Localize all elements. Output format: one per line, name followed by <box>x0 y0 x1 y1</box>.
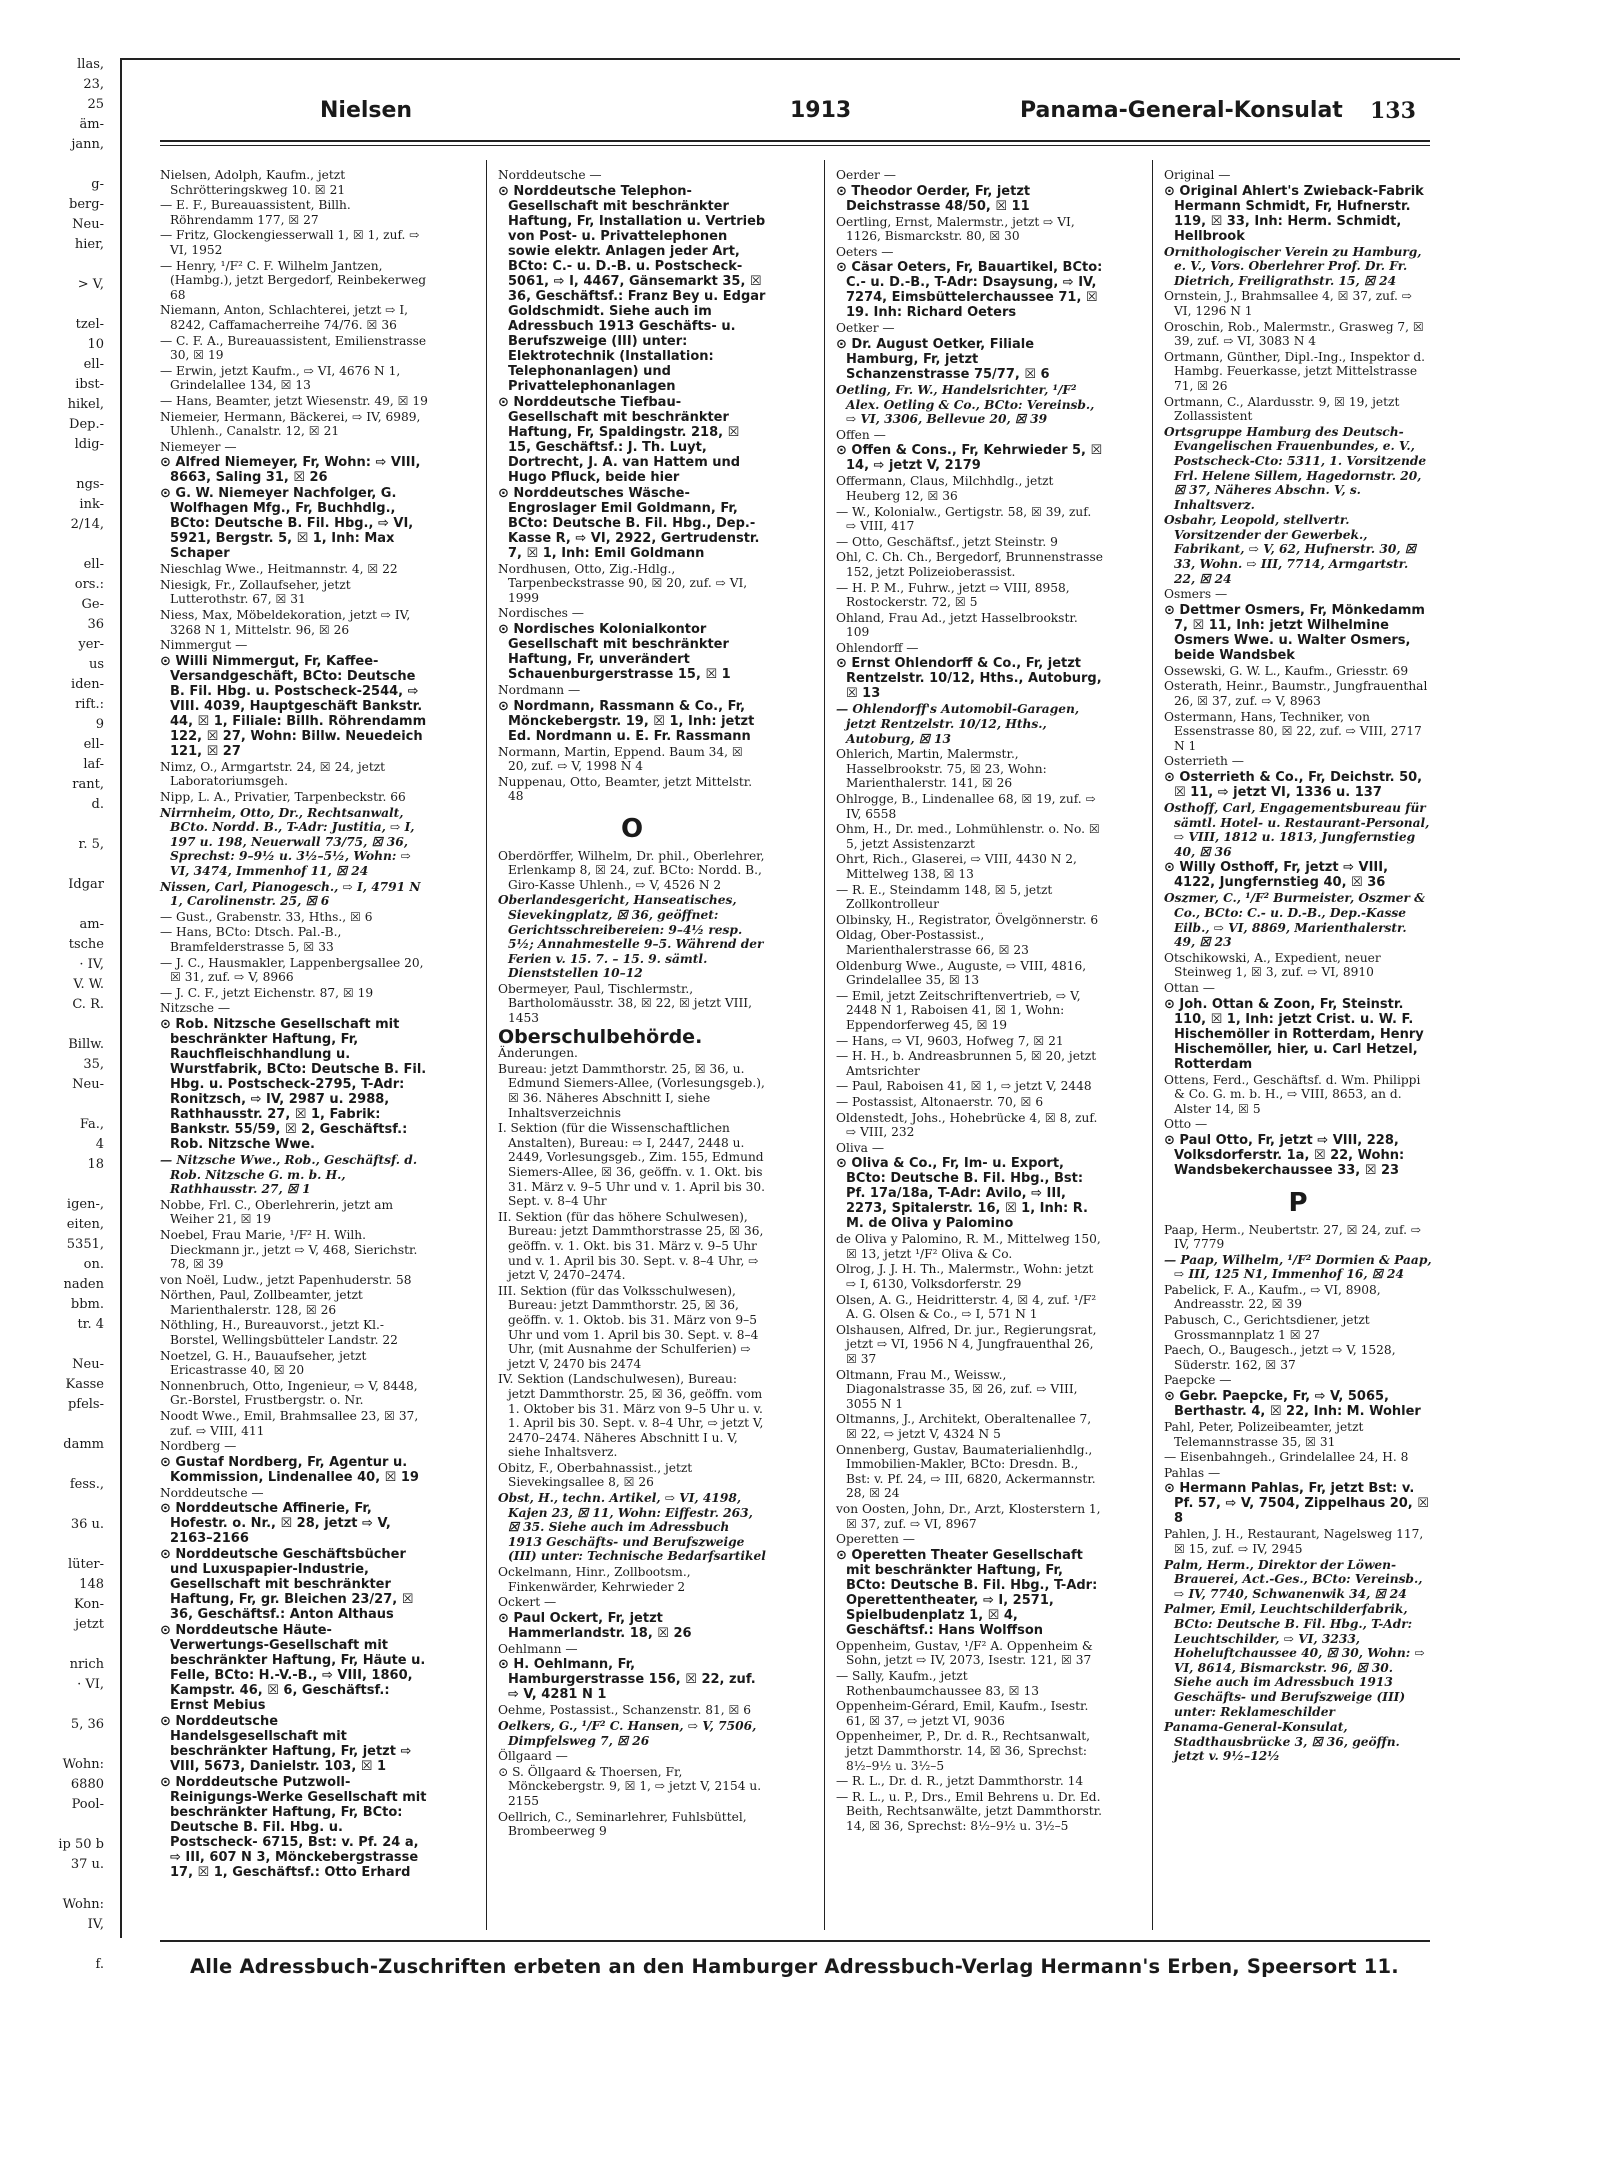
margin-fragment: ell- <box>83 557 104 572</box>
directory-entry: Olsen, A. G., Heidritterstr. 4, ☒ 4, zuf. ¹/F² A. G. Olsen & Co., ⇨ I, 571 N 1 <box>836 1292 1097 1322</box>
margin-fragment: > V, <box>77 277 104 292</box>
column-3 <box>836 168 1104 1913</box>
margin-fragment: hikel, <box>67 397 104 412</box>
margin-fragment <box>0 155 108 175</box>
directory-entry: Ostermann, Hans, Techniker, von Essenstrasse 80, ☒ 22, zuf. ⇨ VIII, 2717 N 1 <box>1164 709 1422 753</box>
directory-entry: Oberdörffer, Wilhelm, Dr. phil., Oberlehrer, Erlenkamp 8, ☒ 24, zuf. BCto: Nordd. B., Giro-Kasse Uhlenh., ⇨ V, 4526 N 2 <box>498 848 765 892</box>
directory-entry: Paap, Herm., Neubertstr. 27, ☒ 24, zuf. ⇨ IV, 7779 <box>1164 1222 1422 1252</box>
margin-fragment <box>0 815 108 835</box>
directory-entry: Osmers — <box>1164 587 1228 602</box>
margin-fragment: 5351, <box>66 1237 104 1252</box>
margin-fragment <box>0 535 108 555</box>
margin-fragment: ell- <box>83 737 104 752</box>
directory-entry: — Nitzsche Wwe., Rob., Geschäftsf. d. Rob. Nitzsche G. m. b. H., Rathhausstr. 27, ☒ 1 <box>160 1152 418 1197</box>
directory-entry: Nissen, Carl, Pianogesch., ⇨ I, 4791 N 1, Carolinenstr. 25, ☒ 6 <box>160 879 421 909</box>
directory-entry: III. Sektion (für das Volksschulwesen), Bureau: jetzt Dammthorstr. 25, ☒ 36, geöffn. v. 1. Oktob. bis 31. März von 9–5 Uhr und vom 1. April bis 30. Sept. v. 8–4 Uhr, (mit Ausnahme der Schulferien) ⇨ jetzt V, 2470 bis 2474 <box>498 1283 759 1371</box>
directory-entry: Niesigk, Fr., Zollaufseher, jetzt Lutterothstr. 67, ☒ 31 <box>160 577 351 607</box>
page-header <box>130 98 1420 138</box>
directory-entry: Oetker — <box>836 321 895 336</box>
margin-fragment: damm <box>63 1437 104 1452</box>
firm-entry: ⊙ Offen & Cons., Fr, Kehrwieder 5, ☒ 14, ⇨ jetzt V, 2179 <box>836 443 1103 474</box>
margin-fragment <box>0 1415 108 1435</box>
firm-entry: ⊙ Gebr. Paepcke, Fr, ⇨ V, 5065, Berthastr. 4, ☒ 22, Inh: M. Wohler <box>1164 1389 1421 1420</box>
margin-fragment <box>0 1815 108 1835</box>
directory-entry: Nöthling, H., Bureauvorst., jetzt Kl.-Borstel, Wellingsbütteler Landstr. 22 <box>160 1318 398 1348</box>
directory-entry: Olbinsky, H., Registrator, Övelgönnerstr. 6 <box>836 912 1099 927</box>
margin-fragment: bbm. <box>70 1297 104 1312</box>
margin-fragment: berg- <box>69 197 104 212</box>
directory-entry: — R. L., u. P., Drs., Emil Behrens u. Dr. Ed. Beith, Rechtsanwälte, jetzt Dammthorstr. 14, ☒ 36, Sprechst: 8½–9½ u. 3½–5 <box>836 1789 1103 1833</box>
margin-fragment: ngs- <box>76 477 104 492</box>
margin-fragment: 23, <box>83 77 104 92</box>
directory-entry: Ockelmann, Hinr., Zollbootsm., Finkenwärder, Kehrwieder 2 <box>498 1565 691 1594</box>
directory-entry: Oppenheim-Gérard, Emil, Kaufm., Isestr. 61, ☒ 37, ⇨ jetzt VI, 9036 <box>836 1699 1089 1728</box>
directory-entry: Osterrieth — <box>1164 754 1244 769</box>
directory-entry: Nimmergut — <box>160 638 248 653</box>
directory-entry: Onnenberg, Gustav, Baumaterialienhdlg., Immobilien-Makler, BCto: Dresdn. B., Bst: v. Pf. 24, ⇨ III, 6820, Ackermannstr. 28, ☒ 24 <box>836 1442 1096 1501</box>
margin-fragment: 9 <box>95 717 104 732</box>
directory-entry: Noetzel, G. H., Bauaufseher, jetzt Ericastrasse 40, ☒ 20 <box>160 1348 367 1378</box>
directory-entry: Palm, Herm., Direktor der Löwen-Brauerei, Act.-Ges., BCto: Vereinsb., ⇨ IV, 7740, Schwanenwik 34, ☒ 24 <box>1164 1557 1423 1601</box>
firm-entry: ⊙ Paul Ockert, Fr, jetzt Hammerlandstr. 18, ☒ 26 <box>498 1610 692 1641</box>
margin-fragment: V. W. <box>73 977 104 992</box>
firm-entry: ⊙ Willi Nimmergut, Fr, Kaffee-Versandgeschäft, BCto: Deutsche B. Fil. Hbg. u. Postscheck-2544, ⇨ VIII. 4039, Hauptgeschäft Bankstr. 44, ☒ 1, Filiale: Billh. Röhrendamm 122, ☒ 27, Wohn: Billw. Neuedeich 121, ☒ 27 <box>160 653 427 759</box>
directory-entry: — R. E., Steindamm 148, ☒ 5, jetzt Zollkontrolleur <box>836 882 1053 912</box>
firm-entry: ⊙ Osterrieth & Co., Fr, Deichstr. 50, ☒ 11, ⇨ jetzt VI, 1336 u. 137 <box>1164 770 1423 800</box>
directory-entry: Nörthen, Paul, Zollbeamter, jetzt Marienthalerstr. 128, ☒ 26 <box>160 1288 363 1317</box>
margin-fragment: yer- <box>78 637 104 652</box>
directory-entry: Pabusch, C., Gerichtsdiener, jetzt Grossmannplatz 1 ☒ 27 <box>1164 1313 1370 1342</box>
directory-entry: Oehlmann — <box>498 1641 578 1656</box>
directory-entry: von Oosten, John, Dr., Arzt, Klosterstern 1, ☒ 37, zuf. ⇨ VI, 8967 <box>836 1501 1101 1531</box>
directory-entry: Oertling, Ernst, Malermstr., jetzt ⇨ VI, 1126, Bismarckstr. 80, ☒ 30 <box>836 214 1075 244</box>
margin-fragment: 148 <box>79 1577 104 1592</box>
section-heading: Oberschulbehörde. <box>498 1025 703 1048</box>
margin-fragment: eiten, <box>66 1217 104 1232</box>
directory-entry: — W., Kolonialw., Gertigstr. 58, ☒ 39, zuf. ⇨ VIII, 417 <box>836 504 1092 534</box>
margin-fragment: tzel- <box>75 317 104 332</box>
directory-entry: Offermann, Claus, Milchhdlg., jetzt Heuberg 12, ☒ 36 <box>836 474 1054 503</box>
margin-fragment: g- <box>91 177 104 192</box>
margin-fragment: 36 <box>87 617 104 632</box>
directory-entry: — Sally, Kaufm., jetzt Rothenbaumchaussee 83, ☒ 13 <box>836 1668 1039 1698</box>
margin-fragment <box>0 1015 108 1035</box>
directory-entry: — Postassist, Altonaerstr. 70, ☒ 6 <box>836 1094 1044 1109</box>
margin-fragment: ibst- <box>75 377 104 392</box>
firm-entry: ⊙ Cäsar Oeters, Fr, Bauartikel, BCto: C.- u. D.-B., T-Adr: Dsaysung, ⇨ IV, 7274, Eimsbüttelerchaussee 71, ☒ 19. Inh: Richard Oeters <box>836 260 1103 321</box>
margin-fragment: tr. 4 <box>77 1317 104 1332</box>
directory-entry: Noodt Wwe., Emil, Brahmsallee 23, ☒ 37, zuf. ⇨ VIII, 411 <box>160 1409 419 1438</box>
directory-entry: Oszmer, C., ¹/F² Burmeister, Oszmer & Co., BCto: C.- u. D.-B., Dep.-Kasse Eilb., ⇨ VI, 8869, Marienthalerstr. 49, ☒ 23 <box>1164 891 1426 950</box>
directory-entry: Oehme, Postassist., Schanzenstr. 81, ☒ 6 <box>498 1703 752 1718</box>
directory-entry: Nordberg — <box>160 1439 237 1454</box>
margin-fragment: jann, <box>71 137 104 152</box>
firm-entry: ⊙ Paul Otto, Fr, jetzt ⇨ VIII, 228, Volksdorferstr. 1a, ☒ 22, Wohn: Wandsbekerchaussee 33, ☒ 23 <box>1164 1132 1405 1178</box>
directory-entry: Osthoff, Carl, Engagementsbureau für sämtl. Hotel- u. Restaurant-Personal, ⇨ VIII, 1812 u. 1813, Jungfernstieg 40, ☒ 36 <box>1164 801 1430 859</box>
footer-rule <box>160 1940 1430 1942</box>
margin-fragment: on. <box>83 1257 104 1272</box>
margin-fragment: llas, <box>77 57 104 72</box>
directory-entry: Norddeutsche — <box>498 168 602 182</box>
directory-entry: Oldenburg Wwe., Auguste, ⇨ VIII, 4816, Grindelallee 35, ☒ 13 <box>836 958 1087 988</box>
directory-entry: Ockert — <box>498 1595 557 1610</box>
directory-entry: Oldenstedt, Johs., Hohebrücke 4, ☒ 8, zuf. ⇨ VIII, 232 <box>836 1110 1098 1140</box>
directory-entry: Oldag, Ober-Postassist., Marienthalerstrasse 66, ☒ 23 <box>836 928 1029 957</box>
firm-entry: ⊙ Norddeutsches Wäsche-Engroslager Emil Goldmann, Fr, BCto: Deutsche B. Fil. Hbg., Dep.-Kasse R, ⇨ VI, 2922, Gertrudenstr. 7, ☒ 1, Inh: Emil Goldmann <box>498 485 760 561</box>
header-left: Nielsen <box>320 98 413 123</box>
directory-entry: Nipp, L. A., Privatier, Tarpenbeckstr. 66 <box>160 790 406 805</box>
margin-fragment: ell- <box>83 357 104 372</box>
margin-fragment: Dep.- <box>69 417 104 432</box>
column-4 <box>1164 168 1432 1913</box>
margin-fragment <box>0 1735 108 1755</box>
margin-fragment: am- <box>79 917 104 932</box>
directory-entry: Bureau: jetzt Dammthorstr. 25, ☒ 36, u. Edmund Siemers-Allee, (Vorlesungsgeb.), ☒ 36. Näheres Abschnitt I, siehe Inhaltsverzeichnis <box>498 1061 765 1120</box>
directory-entry: Ortsgruppe Hamburg des Deutsch-Evangelischen Frauenbundes, e. V., Postscheck-Cto: 5311, 1. Vorsitzende Frl. Helene Sillem, Hagedornstr. 20, ☒ 37, Näheres Abschn. V, s. Inhaltsverz. <box>1164 424 1427 512</box>
directory-entry: Normann, Martin, Eppend. Baum 34, ☒ 20, zuf. ⇨ V, 1998 N 4 <box>498 744 743 774</box>
margin-fragment: Idgar <box>68 877 104 892</box>
margin-fragment <box>0 1875 108 1895</box>
directory-entry: Nobbe, Frl. C., Oberlehrerin, jetzt am Weiher 21, ☒ 19 <box>160 1197 394 1227</box>
margin-fragment: naden <box>63 1277 104 1292</box>
directory-entry: Palmer, Emil, Leuchtschilderfabrik, BCto: Deutsche B. Fil. Hbg., T-Adr: Leuchtschilder, ⇨ VI, 3233, Hoheluftchaussee 40, ☒ 30, Wohn: ⇨ VI, 8614, Bismarckstr. 96, ☒ 30. Siehe auch im Adressbuch 1913 Geschäfts- und Berufszweige (III) unter: Reklameschilder <box>1164 1602 1425 1719</box>
directory-entry: Oltmann, Frau M., Weissw., Diagonalstrasse 35, ☒ 26, zuf. ⇨ VIII, 3055 N 1 <box>836 1367 1078 1411</box>
directory-entry: I. Sektion (für die Wissenschaftlichen Anstalten), Bureau: ⇨ I, 2447, 2448 u. 2449, Vorlesungsgeb., Zim. 155, Edmund Siemers-Allee, ☒ 36, geöffn. v. 1. Okt. bis 31. März v. 9–5 Uhr und v. 1. April bis 30. Sept. v. 8–4 Uhr <box>498 1121 765 1209</box>
firm-entry: ⊙ Norddeutsche Häute-Verwertungs-Gesellschaft mit beschränkter Haftung, Fr, Häute u. Felle, BCto: H.-V.-B., ⇨ VIII, 1860, Kampstr. 46, ☒ 6, Geschäftsf.: Ernst Mebius <box>160 1623 426 1714</box>
directory-entry: Oberlandesgericht, Hanseatisches, Sievekingplatz, ☒ 36, geöffnet: Gerichtsschreibereien: 9–4½ resp. 5½; Annahmestelle 9–5. Während der Ferien v. 15. 7. – 15. 9. sämtl. Dienststellen 10–12 <box>498 893 764 981</box>
margin-fragment: äm- <box>79 117 104 132</box>
margin-fragment: d. <box>91 797 104 812</box>
margin-fragment: ink- <box>79 497 104 512</box>
margin-fragment: · VI, <box>77 1677 104 1692</box>
firm-entry: ⊙ Dettmer Osmers, Fr, Mönkedamm 7, ☒ 11, Inh: jetzt Wilhelmine Osmers Wwe. u. Walter Osmers, beide Wandsbek <box>1164 602 1425 663</box>
directory-entry: Nordmann — <box>498 682 581 697</box>
directory-entry: Ohlendorff — <box>836 640 919 655</box>
margin-fragment <box>0 895 108 915</box>
firm-entry: ⊙ Hermann Pahlas, Fr, jetzt Bst: v. Pf. 57, ⇨ V, 7504, Zippelhaus 20, ☒ 8 <box>1164 1481 1429 1527</box>
directory-entry: Niemeier, Hermann, Bäckerei, ⇨ IV, 6989, Uhlenh., Canalstr. 12, ☒ 21 <box>160 409 421 439</box>
margin-fragment: jetzt <box>74 1617 104 1632</box>
directory-entry: — J. C., Hausmakler, Lappenbergsallee 20, ☒ 31, zuf. ⇨ V, 8966 <box>160 955 424 985</box>
margin-fragment <box>0 1095 108 1115</box>
directory-entry: von Noël, Ludw., jetzt Papenhuderstr. 58 <box>160 1272 412 1287</box>
margin-fragment: ldig- <box>74 437 104 452</box>
column-divider <box>824 160 825 1930</box>
firm-entry: ⊙ H. Oehlmann, Fr, Hamburgerstrasse 156, ☒ 22, zuf. ⇨ V, 4281 N 1 <box>498 1657 756 1703</box>
directory-entry: Osbahr, Leopold, stellvertr. Vorsitzender der Gewerbek., Fabrikant, ⇨ V, 62, Hufnerstr. 30, ☒ 33, Wohn. ⇨ III, 7714, Armgartstr. 22, ☒ 24 <box>1164 513 1416 586</box>
margin-fragment: hier, <box>74 237 104 252</box>
margin-fragment: fess., <box>69 1477 104 1492</box>
directory-entry: Ortmann, C., Alardusstr. 9, ☒ 19, jetzt Zollassistent <box>1164 394 1400 424</box>
directory-entry: Original — <box>1164 168 1231 182</box>
margin-fragment: Kon- <box>74 1597 104 1612</box>
directory-entry: — Erwin, jetzt Kaufm., ⇨ VI, 4676 N 1, Grindelallee 134, ☒ 13 <box>160 363 401 393</box>
directory-entry: de Oliva y Palomino, R. M., Mittelweg 150, ☒ 13, jetzt ¹/F² Oliva & Co. <box>836 1232 1101 1261</box>
margin-fragment <box>0 1635 108 1655</box>
margin-fragment: 5, 36 <box>70 1717 104 1732</box>
directory-entry: Olshausen, Alfred, Dr. jur., Regierungsrat, jetzt ⇨ VI, 1956 N 4, Jungfrauenthal 26, ☒ 37 <box>836 1322 1097 1367</box>
directory-entry: Oltmanns, J., Architekt, Oberaltenallee 7, ☒ 22, ⇨ jetzt V, 4324 N 5 <box>836 1412 1092 1441</box>
column-divider <box>486 160 487 1930</box>
section-letter: P <box>1288 1187 1308 1218</box>
directory-entry: Ohl, C. Ch. Ch., Bergedorf, Brunnenstrasse 152, jetzt Polizeioberassist. <box>836 550 1103 579</box>
firm-entry: ⊙ Norddeutsche Geschäftsbücher und Luxuspapier-Industrie, Gesellschaft mit beschränkter Haftung, Fr, gr. Bleichen 23/27, ☒ 36, Geschäftsf.: Anton Althaus <box>160 1547 414 1623</box>
column-divider <box>1152 160 1153 1930</box>
directory-entry: Ossewski, G. W. L., Kaufm., Griesstr. 69 <box>1164 663 1409 678</box>
directory-entry: Oeters — <box>836 244 894 259</box>
margin-fragment: r. 5, <box>78 837 104 852</box>
margin-fragment: 10 <box>87 337 104 352</box>
directory-entry: Ortmann, Günther, Dipl.-Ing., Inspektor d. Hambg. Feuerkasse, jetzt Mittelstrasse 71, ☒ 26 <box>1164 349 1425 393</box>
firm-entry: ⊙ Norddeutsche Putzwoll-Reinigungs-Werke Gesellschaft mit beschränkter Haftung, Fr, BCto: Deutsche B. Fil. Hbg. u. Postscheck- 6715, Bst: v. Pf. 24 a, ⇨ III, 607 N 3, Mönckebergstrasse 17, ☒ 1, Geschäftsf.: Otto Erhard <box>160 1775 427 1881</box>
directory-entry: Nielsen, Adolph, Kaufm., jetzt Schrötteringskweg 10. ☒ 21 <box>160 168 346 197</box>
margin-fragment <box>0 455 108 475</box>
directory-entry: — Otto, Geschäftsf., jetzt Steinstr. 9 <box>836 534 1058 549</box>
directory-entry: Offen — <box>836 427 886 442</box>
directory-entry: Niess, Max, Möbeldekoration, jetzt ⇨ IV, 3268 N 1, Mittelstr. 96, ☒ 26 <box>160 608 411 637</box>
firm-entry: ⊙ Norddeutsche Telephon-Gesellschaft mit beschränkter Haftung, Fr, Installation u. Vertrieb von Post- u. Privattelephonen sowie elektr. Anlagen jeder Art, BCto: C.- u. D.-B. u. Postscheck- 5061, ⇨ I, 4467, Gänsemarkt 35, ☒ 36, Geschäftsf.: Franz Bey u. Edgar Goldschmidt. Siehe auch im Adressbuch 1913 Geschäfts- u. Berufszweige (III) unter: Elektrotechnik (Installation: Telephonanlagen) und Privattelephonanlagen <box>498 183 766 394</box>
directory-entry: Oellrich, C., Seminarlehrer, Fuhlsbüttel, Brombeerweg 9 <box>498 1809 747 1839</box>
margin-fragment: 4 <box>95 1137 104 1152</box>
firm-entry: ⊙ Nordmann, Rassmann & Co., Fr, Mönckebergstr. 19, ☒ 1, Inh: jetzt Ed. Nordmann u. E. Fr. Rassmann <box>498 698 755 744</box>
directory-entry: Niemeyer — <box>160 439 237 454</box>
directory-entry: Änderungen. <box>498 1046 578 1061</box>
directory-entry: Ottens, Ferd., Geschäftsf. d. Wm. Philippi & Co. G. m. b. H., ⇨ VIII, 8653, an d. Alster 14, ☒ 5 <box>1164 1072 1421 1116</box>
margin-fragment: Kasse <box>65 1377 104 1392</box>
directory-entry: Ohm, H., Dr. med., Lohmühlenstr. o. No. ☒ 5, jetzt Assistenzarzt <box>836 822 1100 851</box>
left-page-fragment <box>0 55 108 1972</box>
directory-entry: — Fritz, Glockengiesserwall 1, ☒ 1, zuf. ⇨ VI, 1952 <box>160 228 420 257</box>
margin-fragment <box>0 1535 108 1555</box>
firm-entry: ⊙ Rob. Nitzsche Gesellschaft mit beschränkter Haftung, Fr, Rauchfleischhandlung u. Wurstfabrik, BCto: Deutsche B. Fil. Hbg. u. Postscheck-2795, T-Adr: Ronitzsch, ⇨ IV, 2987 u. 2988, Rathhausstr. 27, ☒ 1, Fabrik: Bankstr. 55/59, ☒ 2, Geschäftsf.: Rob. Nitzsche Wwe. <box>160 1016 427 1152</box>
directory-entry: Pahl, Peter, Polizeibeamter, jetzt Telemannstrasse 35, ☒ 31 <box>1164 1420 1364 1449</box>
firm-entry: ⊙ Operetten Theater Gesellschaft mit beschränkter Haftung, Fr, BCto: Deutsche B. Fil. Hbg., T-Adr: Operettentheater, ⇨ I, 2571, Spielbudenplatz 1, ☒ 4, Geschäftsf.: Hans Wolffson <box>836 1547 1098 1638</box>
left-border <box>120 58 122 1938</box>
directory-entry: — Emil, jetzt Zeitschriftenvertrieb, ⇨ V, 2448 N 1, Raboisen 41, ☒ 1, Wohn: Eppendorferweg 45, ☒ 19 <box>836 988 1081 1032</box>
directory-entry: IV. Sektion (Landschulwesen), Bureau: jetzt Dammthorstr. 25, ☒ 36, geöffn. vom 1. Oktober bis 31. März von 9–5 Uhr u. v. 1. April bis 30. Sept. v. 8–4 Uhr, ⇨ jetzt V, 2470–2474. Näheres Abschnitt I u. V, siehe Inhaltsverz. <box>498 1372 764 1460</box>
margin-fragment: iden- <box>71 677 104 692</box>
header-year: 1913 <box>790 98 852 123</box>
margin-fragment <box>0 1695 108 1715</box>
directory-entry: Niemann, Anton, Schlachterei, jetzt ⇨ I, 8242, Caffamacherreihe 74/76. ☒ 36 <box>160 303 409 332</box>
margin-fragment: 36 u. <box>70 1517 104 1532</box>
directory-entry: Obst, H., techn. Artikel, ⇨ VI, 4198, Kajen 23, ☒ 11, Wohn: Eiffestr. 263, ☒ 35. Siehe auch im Adressbuch 1913 Geschäfts- und Berufszweige (III) unter: Technische Bedarfsartikel <box>498 1491 766 1564</box>
directory-entry: Oppenheim, Gustav, ¹/F² A. Oppenheim & Sohn, jetzt ⇨ IV, 2073, Isestr. 121, ☒ 37 <box>836 1638 1093 1668</box>
margin-fragment <box>0 1495 108 1515</box>
margin-fragment: rift.: <box>75 697 104 712</box>
margin-fragment <box>0 295 108 315</box>
directory-entry: Nonnenbruch, Otto, Ingenieur, ⇨ V, 8448, Gr.-Borstel, Frustbergstr. o. Nr. <box>160 1378 418 1408</box>
directory-entry: — Henry, ¹/F² C. F. Wilhelm Jantzen, (Hambg.), jetzt Bergedorf, Reinbekerweg 68 <box>160 258 427 302</box>
directory-entry: Nimz, O., Armgartstr. 24, ☒ 24, jetzt Laboratoriumsgeh. <box>160 759 386 789</box>
margin-fragment: pfels- <box>67 1397 104 1412</box>
directory-entry: Nuppenau, Otto, Beamter, jetzt Mittelstr. 48 <box>498 774 753 804</box>
directory-entry: — Paap, Wilhelm, ¹/F² Dormien & Paap, ⇨ III, 125 N1, Immenhof 16, ☒ 24 <box>1164 1252 1432 1282</box>
margin-fragment <box>0 1335 108 1355</box>
directory-entry: Olrog, J. J. H. Th., Malermstr., Wohn: jetzt ⇨ I, 6130, Volksdorferstr. 29 <box>836 1262 1094 1292</box>
firm-entry: ⊙ Norddeutsche Affinerie, Fr, Hofestr. o. Nr., ☒ 28, jetzt ⇨ V, 2163–2166 <box>160 1501 391 1547</box>
firm-entry: ⊙ Oliva & Co., Fr, Im- u. Export, BCto: Deutsche B. Fil. Hbg., Bst: Pf. 17a/18a, T-Adr: Avilo, ⇨ III, 2273, Spitalerstr. 16, ☒ 1, Inh: R. M. de Oliva y Palomino <box>836 1156 1088 1232</box>
directory-entry: Paepcke — <box>1164 1373 1232 1388</box>
firm-entry: ⊙ Alfred Niemeyer, Fr, Wohn: ⇨ VIII, 8663, Saling 31, ☒ 26 <box>160 455 421 486</box>
directory-entry: Oetling, Fr. W., Handelsrichter, ¹/F² Alex. Oetling & Co., BCto: Vereinsb., ⇨ VI, 3306, Bellevue 20, ☒ 39 <box>836 382 1095 427</box>
section-letter: O <box>620 813 644 844</box>
directory-entry: Nordhusen, Otto, Zig.-Hdlg., Tarpenbeckstrasse 90, ☒ 20, zuf. ⇨ VI, 1999 <box>498 561 748 605</box>
margin-fragment: tsche <box>68 937 104 952</box>
top-border <box>120 58 1460 60</box>
margin-fragment: ors.: <box>74 577 104 592</box>
directory-entry: Oppenheimer, P., Dr. d. R., Rechtsanwalt, jetzt Dammthorstr. 14, ☒ 36, Sprechst: 8½–9½ u. 3½–5 <box>836 1729 1091 1773</box>
directory-entry: II. Sektion (für das höhere Schulwesen), Bureau: jetzt Dammthorstrasse 25, ☒ 36, geöffn. v. 1. Okt. bis 31. März v. 9–5 Uhr und v. 1. April bis 30. Sept. v. 8–4 Uhr, ⇨ jetzt V, 2470–2474. <box>498 1209 764 1283</box>
firm-entry: ⊙ Dr. August Oetker, Filiale Hamburg, Fr, jetzt Schanzenstrasse 75/77, ☒ 6 <box>836 336 1050 382</box>
margin-fragment: 6880 <box>70 1777 104 1792</box>
margin-fragment: 37 u. <box>70 1857 104 1872</box>
margin-fragment: Fa., <box>79 1117 104 1132</box>
directory-entry: — Ohlendorff's Automobil-Garagen, jetzt Rentzelstr. 10/12, Hths., Autoburg, ☒ 13 <box>836 702 1080 746</box>
margin-fragment: 2/14, <box>70 517 104 532</box>
firm-entry: ⊙ Original Ahlert's Zwieback-Fabrik Hermann Schmidt, Fr, Hufnerstr. 119, ☒ 33, Inh: Herm. Schmidt, Hellbrook <box>1164 183 1424 244</box>
directory-entry: Nirrnheim, Otto, Dr., Rechtsanwalt, BCto. Nordd. B., T-Adr: Justitia, ⇨ I, 197 u. 198, Neuerwall 73/75, ☒ 36, Sprechst: 9–9½ u. 3½–5½, Wohn: ⇨ VI, 3474, Immenhof 11, ☒ 24 <box>160 805 415 878</box>
directory-entry: — H. P. M., Fuhrw., jetzt ⇨ VIII, 8958, Rostockerstr. 72, ☒ 5 <box>836 580 1070 610</box>
directory-entry: Ohland, Frau Ad., jetzt Hasselbrookstr. 109 <box>836 610 1078 640</box>
margin-fragment: Wohn: <box>62 1757 104 1772</box>
directory-entry: Panama-General-Konsulat, Stadthausbrücke 3, ☒ 36, geöffn. jetzt v. 9½–12½ <box>1164 1720 1400 1764</box>
margin-fragment: igen-, <box>66 1197 104 1212</box>
header-right: Panama-General-Konsulat <box>1020 98 1343 123</box>
margin-fragment: rant, <box>72 777 104 792</box>
margin-fragment: Billw. <box>68 1037 104 1052</box>
directory-entry: Oerder — <box>836 168 896 182</box>
directory-entry: Ohrt, Rich., Glaserei, ⇨ VIII, 4430 N 2, Mittelweg 138, ☒ 13 <box>836 852 1077 881</box>
directory-entry: — Hans, Beamter, jetzt Wiesenstr. 49, ☒ 19 <box>160 393 428 408</box>
directory-entry: — R. L., Dr. d. R., jetzt Dammthorstr. 14 <box>836 1774 1084 1789</box>
margin-fragment: lüter- <box>67 1557 104 1572</box>
directory-entry: Ornithologischer Verein zu Hamburg, e. V., Vors. Oberlehrer Prof. Dr. Fr. Dietrich, Freiligrathstr. 15, ☒ 24 <box>1164 244 1422 288</box>
directory-entry: — E. F., Bureauassistent, Billh. Röhrendamm 177, ☒ 27 <box>160 198 351 227</box>
directory-entry: Operetten — <box>836 1532 915 1547</box>
margin-fragment <box>0 1935 108 1955</box>
directory-entry: Oroschin, Rob., Malermstr., Grasweg 7, ☒ 39, zuf. ⇨ VI, 3083 N 4 <box>1164 319 1424 349</box>
directory-entry: Norddeutsche — <box>160 1485 264 1500</box>
directory-entry: Osterath, Heinr., Baumstr., Jungfrauenthal 26, ☒ 37, zuf. ⇨ V, 8963 <box>1164 679 1428 709</box>
directory-entry: — J. C. F., jetzt Eichenstr. 87, ☒ 19 <box>160 985 374 1000</box>
margin-fragment <box>0 855 108 875</box>
margin-fragment <box>0 1455 108 1475</box>
firm-entry: ⊙ Norddeutsche Tiefbau-Gesellschaft mit beschränkter Haftung, Fr, Spaldingstr. 218, ☒ 15, Geschäftsf.: J. Th. Luyt, Dortrecht, J. A. van Hattem und Hugo Pfluck, beide hier <box>498 394 741 485</box>
directory-entry: Nieschlag Wwe., Heitmannstr. 4, ☒ 22 <box>160 562 398 577</box>
directory-entry: Ornstein, J., Brahmsallee 4, ☒ 37, zuf. ⇨ VI, 1296 N 1 <box>1164 289 1413 318</box>
firm-entry: ⊙ Gustaf Nordberg, Fr, Agentur u. Kommission, Lindenallee 40, ☒ 19 <box>160 1454 419 1485</box>
header-rule <box>160 140 1430 142</box>
margin-fragment: nrich <box>69 1657 104 1672</box>
directory-entry: — H. H., b. Andreasbrunnen 5, ☒ 20, jetzt Amtsrichter <box>836 1049 1097 1078</box>
directory-entry: Paech, O., Baugesch., jetzt ⇨ V, 1528, Süderstr. 162, ☒ 37 <box>1164 1343 1396 1372</box>
directory-entry: Ottan — <box>1164 980 1215 995</box>
margin-fragment: Pool- <box>71 1797 104 1812</box>
page-number: 133 <box>1370 98 1416 124</box>
directory-entry: Obermeyer, Paul, Tischlermstr., Bartholomäusstr. 38, ☒ 22, ☒ jetzt VIII, 1453 <box>498 981 752 1026</box>
margin-fragment: Neu- <box>72 1357 104 1372</box>
margin-fragment: Neu- <box>72 1077 104 1092</box>
directory-entry: Nitzsche — <box>160 1001 231 1016</box>
margin-fragment: 18 <box>87 1157 104 1172</box>
directory-entry: — Eisenbahngeh., Grindelallee 24, H. 8 <box>1164 1450 1409 1465</box>
margin-fragment: us <box>88 657 104 672</box>
directory-entry: Öllgaard — <box>498 1749 568 1764</box>
margin-fragment: IV, <box>87 1917 104 1932</box>
directory-entry: Oelkers, G., ¹/F² C. Hansen, ⇨ V, 7506, Dimpfelsweg 7, ☒ 26 <box>498 1719 757 1748</box>
directory-entry: Otto — <box>1164 1117 1208 1132</box>
directory-entry: Pabelick, F. A., Kaufm., ⇨ VI, 8908, Andreasstr. 22, ☒ 39 <box>1164 1282 1381 1312</box>
margin-fragment: 35, <box>83 1057 104 1072</box>
directory-entry: ⊙ S. Öllgaard & Thoersen, Fr, Mönckebergstr. 9, ☒ 1, ⇨ jetzt V, 2154 u. 2155 <box>498 1764 762 1808</box>
margin-fragment: Ge- <box>81 597 104 612</box>
directory-entry: — Paul, Raboisen 41, ☒ 1, ⇨ jetzt V, 2448 <box>836 1079 1092 1094</box>
firm-entry: ⊙ Willy Osthoff, Fr, jetzt ⇨ VIII, 4122, Jungfernstieg 40, ☒ 36 <box>1164 860 1389 891</box>
directory-entry: — Hans, BCto: Dtsch. Pal.-B., Bramfelderstrasse 5, ☒ 33 <box>160 925 342 954</box>
directory-entry: — Gust., Grabenstr. 33, Hths., ☒ 6 <box>160 909 373 924</box>
directory-entry: Otschikowski, A., Expedient, neuer Steinweg 1, ☒ 3, zuf. ⇨ VI, 8910 <box>1164 950 1381 980</box>
directory-entry: Pahlen, J. H., Restaurant, Nagelsweg 117, ☒ 15, zuf. ⇨ IV, 2945 <box>1164 1527 1424 1556</box>
column-1 <box>160 168 428 1913</box>
firm-entry: ⊙ Nordisches Kolonialkontor Gesellschaft mit beschränkter Haftung, Fr, unverändert Schauenburgerstrasse 15, ☒ 1 <box>498 621 731 682</box>
margin-fragment: ip 50 b <box>58 1837 104 1852</box>
column-2 <box>498 168 766 1913</box>
footer-notice: Alle Adressbuch-Zuschriften erbeten an den Hamburger Adressbuch-Verlag Hermann's Erben, Speersort 11. <box>190 1955 1399 1978</box>
directory-entry: Oliva — <box>836 1140 885 1155</box>
margin-fragment: Neu- <box>72 217 104 232</box>
firm-entry: ⊙ Norddeutsche Handelsgesellschaft mit beschränkter Haftung, Fr, jetzt ⇨ VIII, 5673, Danielstr. 103, ☒ 1 <box>160 1714 412 1775</box>
directory-entry: Nordisches — <box>498 606 584 621</box>
margin-fragment: 25 <box>87 97 104 112</box>
firm-entry: ⊙ Ernst Ohlendorff & Co., Fr, jetzt Rentzelstr. 10/12, Hths., Autoburg, ☒ 13 <box>836 656 1102 702</box>
directory-entry: — C. F. A., Bureauassistent, Emilienstrasse 30, ☒ 19 <box>160 333 427 363</box>
margin-fragment: Wohn: <box>62 1897 104 1912</box>
margin-fragment: · IV, <box>79 957 104 972</box>
directory-entry: Pahlas — <box>1164 1465 1221 1480</box>
margin-fragment: laf- <box>83 757 104 772</box>
firm-entry: ⊙ Theodor Oerder, Fr, jetzt Deichstrasse 48/50, ☒ 11 <box>836 183 1031 214</box>
margin-fragment: f. <box>95 1957 104 1972</box>
firm-entry: ⊙ G. W. Niemeyer Nachfolger, G. Wolfhagen Mfg., Fr, Buchhdlg., BCto: Deutsche B. Fil. Hbg., ⇨ VI, 5921, Bergstr. 5, ☒ 1, Inh: Max Schaper <box>160 486 414 562</box>
directory-entry: Obitz, F., Oberbahnassist., jetzt Sievekingsallee 8, ☒ 26 <box>498 1460 693 1490</box>
margin-fragment <box>0 1175 108 1195</box>
directory-entry: Ohlerich, Martin, Malermstr., Hasselbrookstr. 75, ☒ 23, Wohn: Marienthalerstr. 141, ☒ 26 <box>836 747 1047 791</box>
directory-entry: Noebel, Frau Marie, ¹/F² H. Wilh. Dieckmann jr., jetzt ⇨ V, 468, Sierichstr. 78, ☒ 39 <box>160 1227 418 1272</box>
margin-fragment: C. R. <box>72 997 104 1012</box>
directory-entry: Ohlrogge, B., Lindenallee 68, ☒ 19, zuf. ⇨ IV, 6558 <box>836 792 1096 821</box>
header-rule-thin <box>160 145 1430 146</box>
margin-fragment <box>0 255 108 275</box>
firm-entry: ⊙ Joh. Ottan & Zoon, Fr, Steinstr. 110, ☒ 1, Inh: jetzt Crist. u. W. F. Hischemöller in Rotterdam, Henry Hischemöller, hier, u. Carl Hetzel, Rotterdam <box>1164 996 1424 1072</box>
directory-entry: — Hans, ⇨ VI, 9603, Hofweg 7, ☒ 21 <box>836 1033 1064 1048</box>
